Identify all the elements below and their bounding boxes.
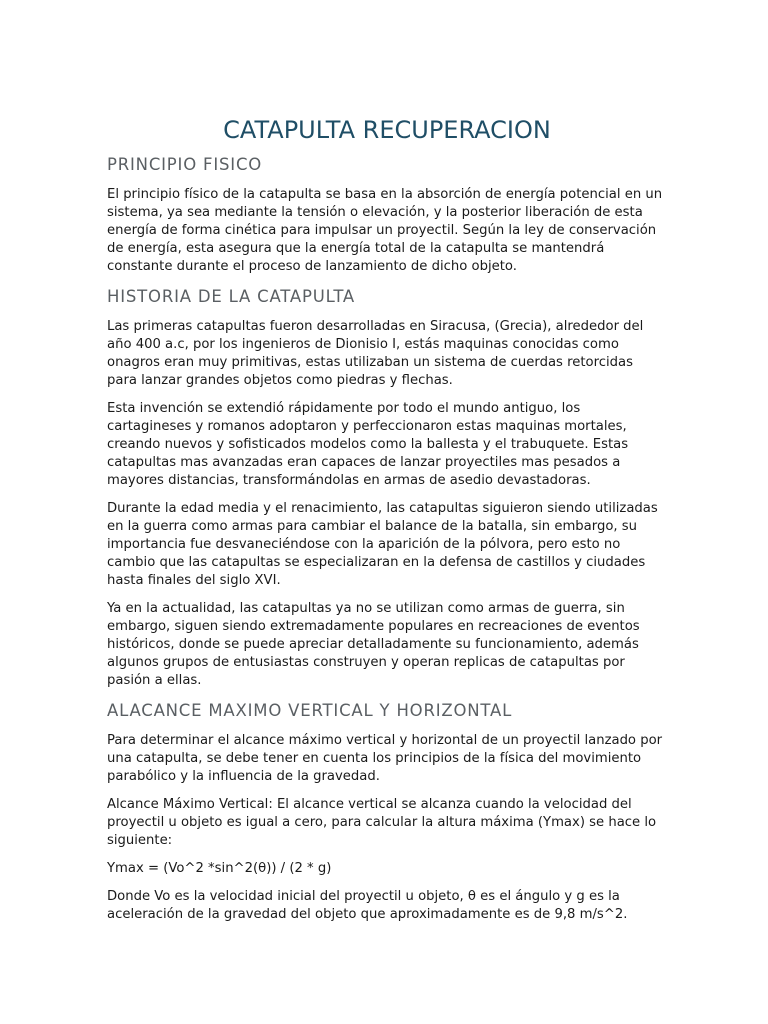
formula: Ymax = (Vo^2 *sin^2(θ)) / (2 * g) <box>107 861 332 876</box>
section-heading: PRINCIPIO FISICO <box>107 155 263 174</box>
paragraph: Durante la edad media y el renacimiento, las catapultas siguieron siendo utilizadas en la guerra como armas para cambiar el balance de la batalla, sin embargo, su importancia fue desvaneciéndose con la aparición de la pólvora, pero esto no cambio que las catapultas se especializaran en la defensa de castillos y ciudades hasta finales del siglo XVI. <box>107 501 658 588</box>
document-title: CATAPULTA RECUPERACION <box>223 116 551 144</box>
section-principio-fisico <box>107 154 667 276</box>
section-alcance <box>107 700 667 924</box>
section-historia <box>107 286 667 690</box>
document-page <box>107 114 667 934</box>
paragraph: Ya en la actualidad, las catapultas ya no se utilizan como armas de guerra, sin embargo, siguen siendo extremadamente populares en recreaciones de eventos históricos, donde se puede apreciar detalladamente su funcionamiento, además algunos grupos de entusiastas construyen y operan replicas de catapultas por pasión a ellas. <box>107 601 640 688</box>
paragraph: Alcance Máximo Vertical: El alcance vertical se alcanza cuando la velocidad del proyectil u objeto es igual a cero, para calcular la altura máxima (Ymax) se hace lo siguiente: <box>107 797 657 848</box>
paragraph: Las primeras catapultas fueron desarrolladas en Siracusa, (Grecia), alrededor del año 400 a.c, por los ingenieros de Dionisio I, estás maquinas conocidas como onagros eran muy primitivas, estas utilizaban un sistema de cuerdas retorcidas para lanzar grandes objetos como piedras y flechas. <box>107 319 644 388</box>
paragraph: Esta invención se extendió rápidamente por todo el mundo antiguo, los cartagineses y romanos adoptaron y perfeccionaron estas maquinas mortales, creando nuevos y sofisticados modelos como la ballesta y el trabuquete. Estas catapultas mas avanzadas eran capaces de lanzar proyectiles mas pesados a mayores distancias, transformándolas en armas de asedio devastadoras. <box>107 401 629 488</box>
section-heading: HISTORIA DE LA CATAPULTA <box>107 287 356 306</box>
paragraph: Donde Vo es la velocidad inicial del proyectil u objeto, θ es el ángulo y g es la aceleración de la gravedad del objeto que aproximadamente es de 9,8 m/s^2. <box>107 889 628 922</box>
paragraph: El principio físico de la catapulta se basa en la absorción de energía potencial en un sistema, ya sea mediante la tensión o elevación, y la posterior liberación de esta energía de forma cinética para impulsar un proyectil. Según la ley de conservación de energía, esta asegura que la energía total de la catapulta se mantendrá constante durante el proceso de lanzamiento de dicho objeto. <box>107 187 663 274</box>
paragraph: Para determinar el alcance máximo vertical y horizontal de un proyectil lanzado por una catapulta, se debe tener en cuenta los principios de la física del movimiento parabólico y la influencia de la gravedad. <box>107 733 663 784</box>
section-heading: ALACANCE MAXIMO VERTICAL Y HORIZONTAL <box>107 701 513 720</box>
